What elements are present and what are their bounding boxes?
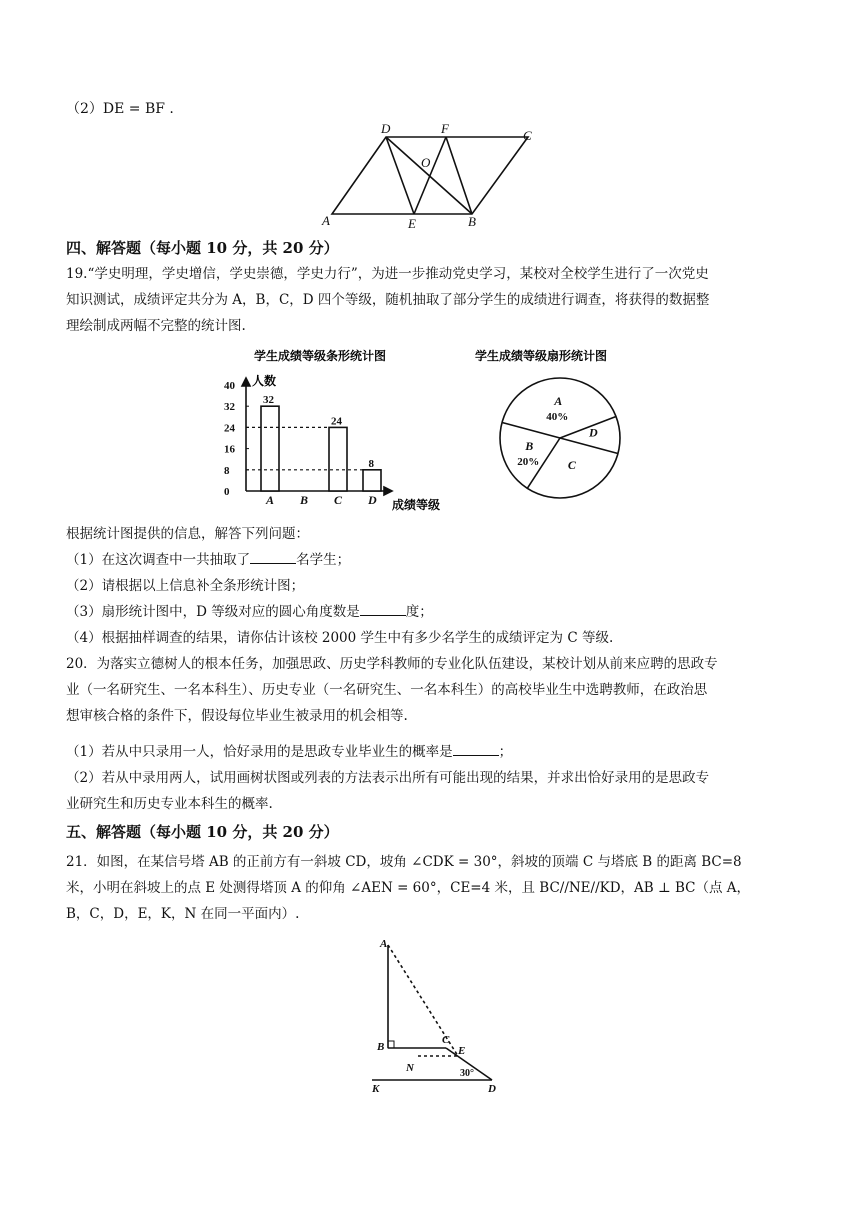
label-F: F (441, 122, 449, 136)
pie-slice-pct-B: 20% (517, 455, 540, 468)
q19-line1: 19.“学史明理，学史增信，学史崇德，学史力行”，为进一步推动党史学习，某校对全校学生进行了一次党史 (66, 266, 709, 282)
label-B: B (468, 214, 476, 229)
tower-label-E: E (458, 1045, 466, 1057)
tower-label-C: C (442, 1034, 450, 1046)
bar-y-tick-label: 0 (224, 486, 230, 498)
pie-slice-label-A: A (554, 394, 563, 409)
q19-part4: （4）根据抽样调查的结果，请你估计该校 2000 学生中有多少名学生的成绩评定为 C 等级. (66, 630, 614, 646)
tower-label-A: A (380, 938, 388, 950)
q20-line2: 业（一名研究生、一名本科生）、历史专业（一名研究生、一名本科生）的高校毕业生中选聘教师，在政治思 (66, 682, 708, 698)
bar-category-label: B (300, 493, 309, 507)
bar-A (261, 406, 279, 491)
tower-figure (360, 935, 510, 1095)
q20-part2b: 业研究生和历史专业本科生的概率. (66, 796, 273, 812)
bar-D (363, 470, 381, 491)
q21-line2: 米，小明在斜坡上的点 E 处测得塔顶 A 的仰角 ∠AEN = 60°，CE=4 米，且 BC//NE//KD，AB ⊥ BC（点 A， (66, 880, 751, 896)
bar-y-tick-label: 24 (224, 422, 235, 435)
pie-slice-label-C: C (567, 457, 576, 472)
q20-part1: （1）若从中只录用一人，恰好录用的是思政专业毕业生的概率是 ； (66, 744, 513, 760)
bar-category-label: D (368, 493, 377, 507)
bar-category-label: C (334, 493, 343, 507)
label-A: A (322, 213, 330, 228)
bar-chart-xlabel: 成绩等级 (392, 498, 441, 512)
bar-C (329, 427, 347, 491)
tower-angle-label: 30° (460, 1068, 474, 1079)
pie-slice-label-D: D (588, 425, 598, 440)
label-D: D (381, 122, 391, 136)
bar-y-tick-label: 40 (224, 380, 235, 392)
bar-chart (222, 343, 462, 518)
bar-data-label: 8 (368, 457, 374, 470)
q19-part3: （3）扇形统计图中，D 等级对应的圆心角度数是 度； (66, 604, 433, 620)
pie-slice-pct-A: 40% (546, 411, 569, 424)
label-C: C (523, 128, 532, 143)
q19-part2: （2）请根据以上信息补全条形统计图； (66, 578, 305, 594)
tower-label-K: K (372, 1083, 380, 1095)
tower-label-D: D (488, 1083, 496, 1095)
pie-slice-label-B: B (525, 438, 534, 453)
pie-chart (470, 343, 660, 513)
q19-line3: 理绘制成两幅不完整的统计图. (66, 318, 246, 334)
section4-heading: 四、解答题（每小题 10 分，共 20 分） (66, 239, 339, 257)
section5-heading: 五、解答题（每小题 10 分，共 20 分） (66, 823, 339, 841)
q18-part2: （2）DE = BF . (66, 101, 174, 117)
q21-line3: B，C，D，E，K，N 在同一平面内）. (66, 906, 300, 922)
q19-line2: 知识测试，成绩评定共分为 A，B，C，D 四个等级，随机抽取了部分学生的成绩进行调查，将获得的数据整 (66, 292, 710, 308)
bar-category-label: A (266, 493, 275, 507)
q21-line1: 21．如图，在某信号塔 AB 的正前方有一斜坡 CD，坡角 ∠CDK = 30°，斜坡的顶端 C 与塔底 B 的距离 BC=8 (66, 854, 742, 870)
q19-intro: 根据统计图提供的信息，解答下列问题： (66, 526, 309, 542)
label-E: E (408, 216, 416, 231)
bar-data-label: 32 (263, 394, 274, 407)
bar-x-arrow (384, 487, 392, 495)
bar-y-tick-label: 16 (224, 443, 235, 456)
q20-part2a: （2）若从中录用两人，试用画树状图或列表的方法表示出所有可能出现的结果，并求出恰好录用的是思政专 (66, 770, 710, 786)
bar-y-tick-label: 32 (224, 401, 235, 414)
tower-label-N: N (406, 1062, 414, 1074)
pie-chart-title: 学生成绩等级扇形统计图 (475, 349, 608, 363)
bar-data-label: 24 (331, 415, 342, 428)
label-O: O (421, 155, 431, 170)
bar-y-tick-label: 8 (224, 464, 230, 477)
q20-line1: 20．为落实立德树人的根本任务，加强思政、历史学科教师的专业化队伍建设，某校计划从前来应聘的思政专 (66, 656, 718, 672)
parallelogram-figure (320, 122, 540, 232)
tower-label-B: B (377, 1041, 385, 1053)
bar-chart-ylabel: 人数 (252, 374, 277, 388)
bar-chart-title: 学生成绩等级条形统计图 (254, 349, 387, 363)
q19-part1: （1）在这次调查中一共抽取了 名学生； (66, 552, 351, 568)
q20-line3: 想审核合格的条件下，假设每位毕业生被录用的机会相等. (66, 708, 408, 724)
